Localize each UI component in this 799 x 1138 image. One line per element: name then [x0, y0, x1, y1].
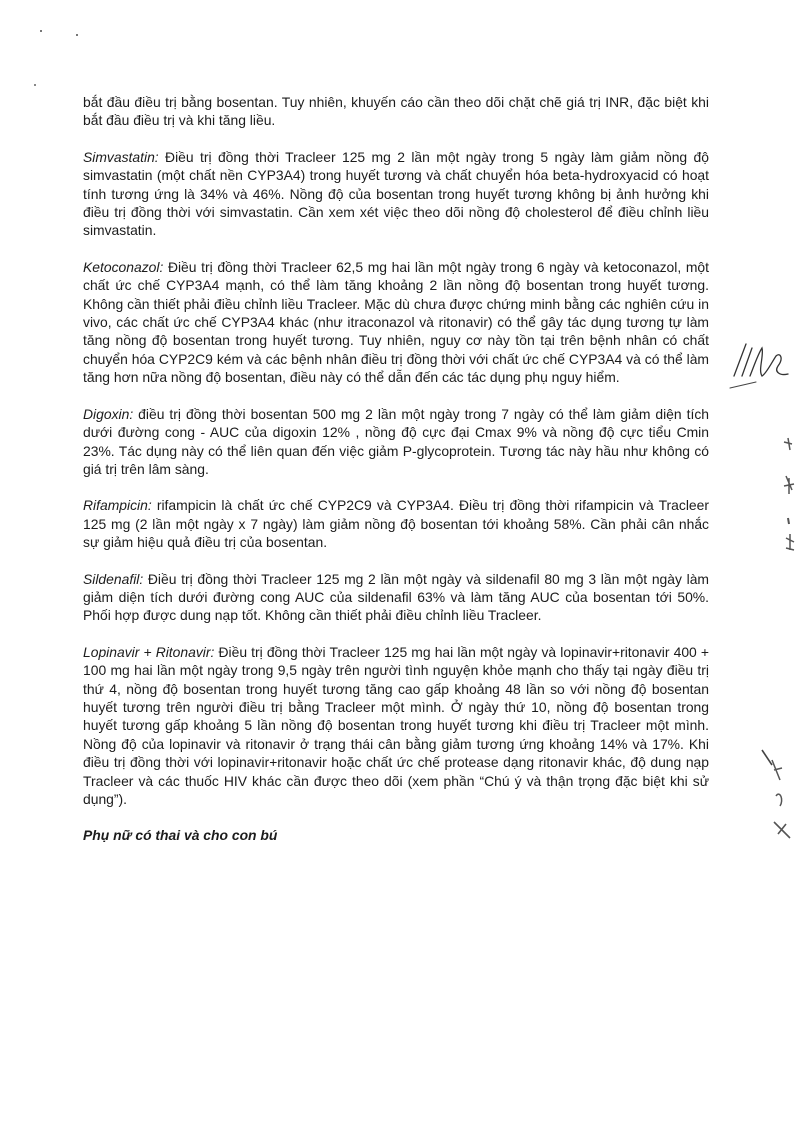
paragraph-lead: Rifampicin: — [83, 497, 152, 514]
paragraph-text: bắt đầu điều trị bằng bosentan. Tuy nhiên, khuyến cáo cần theo dõi chặt chẽ giá trị INR, đặc biệt khi bắt đầu điều trị và khi tăng liều. — [83, 94, 709, 129]
paragraph-simvastatin — [83, 148, 709, 240]
paragraph-text: Điều trị đồng thời Tracleer 125 mg 2 lần một ngày trong 5 ngày làm giảm nồng độ simvastatin (một chất nền CYP3A4) trong huyết tương và chất chuyển hóa beta-hydroxyacid có hoạt tính tương ứng là 34% và 46%. Nồng độ của bosentan trong huyết tương không bị ảnh hưởng khi điều trị đồng thời với simvastatin. Cần xem xét việc theo dõi nồng độ cholesterol để điều chỉnh liều simvastatin. — [83, 148, 709, 239]
stamp-fragment — [756, 420, 799, 880]
scan-speck — [76, 34, 78, 36]
paragraph-lead: Ketoconazol: — [83, 258, 164, 275]
paragraph-inr — [83, 93, 709, 130]
paragraph-digoxin — [83, 405, 709, 479]
paragraph-lopinavir-ritonavir — [83, 643, 709, 809]
paragraph-ketoconazol — [83, 258, 709, 387]
scan-speck — [34, 84, 36, 86]
paragraph-text: Điều trị đồng thời Tracleer 125 mg 2 lần một ngày và sildenafil 80 mg 3 lần một ngày làm giảm diện tích dưới đường cong AUC của sildenafil 63% và làm tăng AUC của bosentan tới 50%. Phối hợp được dung nạp tốt. Không cần thiết phải điều chỉnh liều Tracleer. — [83, 570, 709, 624]
section-heading: Phụ nữ có thai và cho con bú — [83, 827, 278, 844]
scan-speck — [40, 30, 42, 32]
paragraph-lead: Sildenafil: — [83, 570, 144, 587]
document-body — [83, 93, 709, 845]
paragraph-text: rifampicin là chất ức chế CYP2C9 và CYP3A4. Điều trị đồng thời rifampicin và Tracleer 125 mg (2 lần một ngày x 7 ngày) làm giảm nồng độ bosentan tới khoảng 58%. Cần phải cân nhắc sự giảm hiệu quả điều trị của bosentan. — [83, 497, 709, 551]
handwritten-signature — [728, 336, 794, 392]
paragraph-sildenafil — [83, 570, 709, 625]
paragraph-text: điều trị đồng thời bosentan 500 mg 2 lần một ngày trong 7 ngày có thể làm giảm diện tích dưới đường cong - AUC của digoxin 12% , nồng độ cực đại Cmax 9% và nồng độ cực tiểu Cmin 23%. Tác dụng này có thể liên quan đến việc giảm P-glycoprotein. Tương tác này hầu như không có giá trị trên lâm sàng. — [83, 405, 709, 477]
paragraph-lead: Simvastatin: — [83, 148, 159, 165]
paragraph-text: Điều trị đồng thời Tracleer 62,5 mg hai lần một ngày trong 6 ngày và ketoconazol, một chất ức chế CYP3A4 mạnh, có thể làm tăng khoảng 2 lần nồng độ bosentan trong huyết tương. Không cần thiết phải điều chỉnh liều Tracleer. Mặc dù chưa được chứng minh bằng các nghiên cứu in vivo, các chất ức chế CYP3A4 khác (như itraconazol và ritonavir) có thể gây tác dụng tương tự làm tăng nồng độ bosentan trong huyết tương. Tuy nhiên, nguy cơ này tồn tại trên bệnh nhân có chất chuyển hóa CYP2C9 kém và các bệnh nhân điều trị đồng thời với chất ức chế CYP3A4 và có thể làm tăng hơn nữa nồng độ bosentan, điều này có thể dẫn đến các tác dụng phụ nguy hiểm. — [83, 258, 709, 386]
paragraph-rifampicin — [83, 496, 709, 551]
paragraph-text: Điều trị đồng thời Tracleer 125 mg hai lần một ngày và lopinavir+ritonavir 400 + 100 mg hai lần một ngày trong 9,5 ngày trên người tình nguyện khỏe mạnh cho thấy tại ngày điều trị thứ 4, nồng độ bosentan trong huyết tương tăng cao gấp khoảng 48 lần so với nồng độ bosentan huyết tương trên người điều trị bằng Tracleer một mình. Ở ngày thứ 10, nồng độ bosentan trong huyết tương gấp khoảng 5 lần nồng độ bosentan trong huyết tương khi điều trị Tracleer một mình. Nồng độ của lopinavir và ritonavir ở trạng thái cân bằng giảm tương ứng khoảng 14% và 17%. Khi điều trị đồng thời với lopinavir+ritonavir hoặc chất ức chế protease dạng ritonavir khác, độ dung nạp Tracleer và các thuốc HIV khác cần được theo dõi (xem phần “Chú ý và thận trọng đặc biệt khi sử dụng”). — [83, 643, 709, 807]
paragraph-lead: Lopinavir + Ritonavir: — [83, 643, 215, 660]
paragraph-lead: Digoxin: — [83, 405, 134, 422]
